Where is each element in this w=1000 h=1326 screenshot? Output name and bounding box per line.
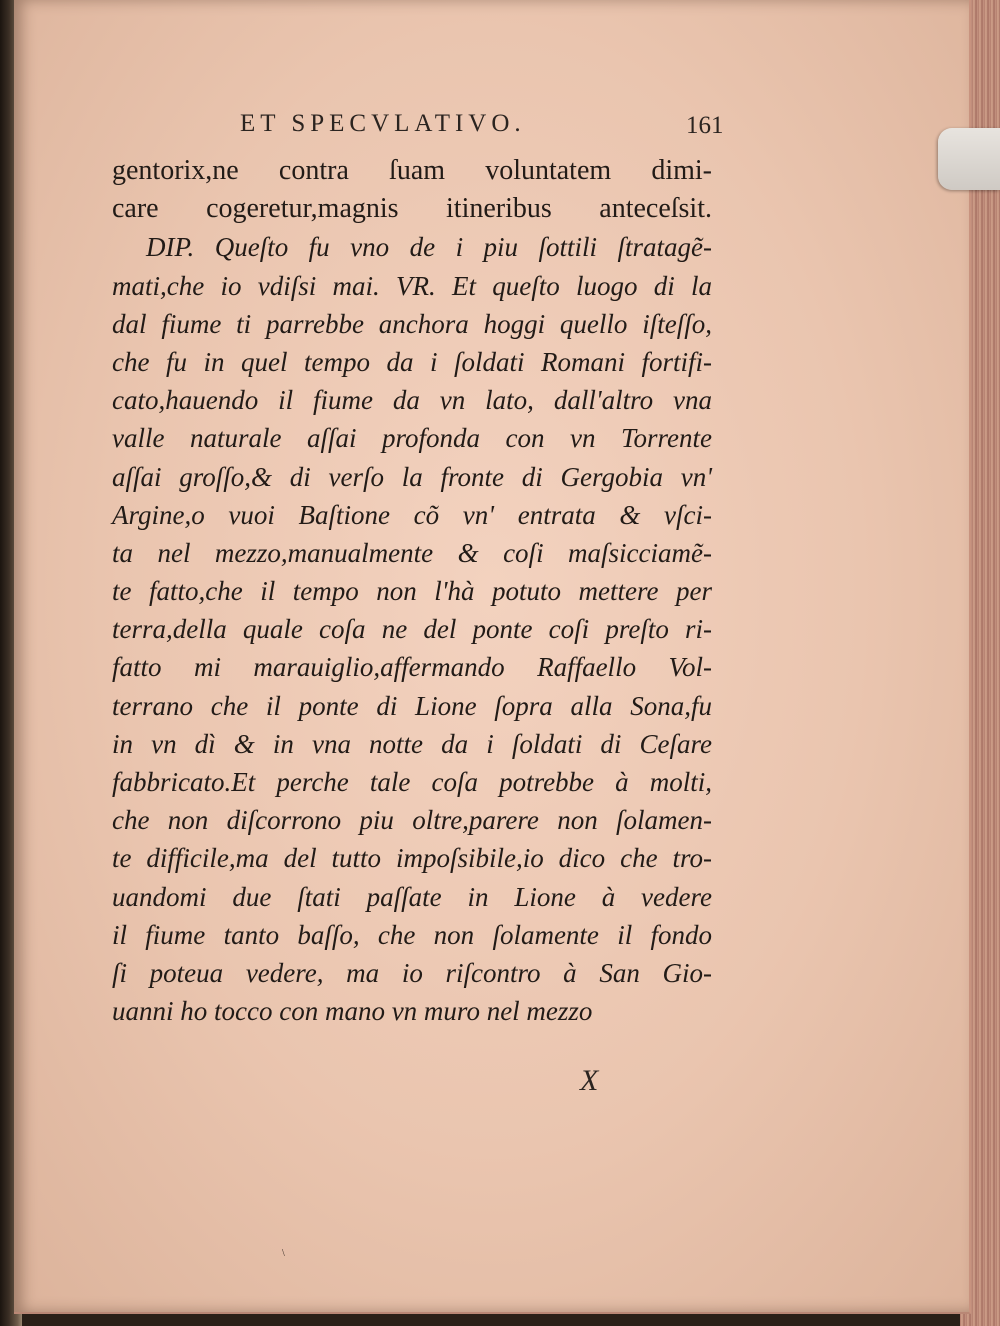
text-line: ſi poteua vedere, ma io riſcontro à San Gio-	[112, 957, 712, 988]
text-line: in vn dì & in vna notte da i ſoldati di Ceſare	[112, 728, 712, 759]
text-block	[112, 152, 712, 1030]
text-line: valle naturale aſſai profonda con vn Torrente	[112, 423, 712, 454]
text-line: te difficile,ma del tutto impoſsibile,io dico che tro-	[112, 843, 712, 874]
text-line: gentorix,ne contra ſuam voluntatem dimi-	[112, 155, 712, 186]
text-line: aſſai groſſo,& di verſo la fronte di Gergobia vn'	[112, 461, 712, 492]
text-line: DIP. Queſto fu vno de i piu ſottili ſtratagẽ-	[146, 232, 712, 263]
text-line: mati,che io vdiſsi mai. VR. Et queſto luogo di la	[112, 270, 712, 301]
text-line: uandomi due ſtati paſſate in Lione à vedere	[112, 881, 712, 912]
running-head: ET SPECVLATIVO.	[240, 110, 526, 137]
text-line: ta nel mezzo,manualmente & coſi maſsicciamẽ-	[112, 537, 712, 568]
text-line: cato,hauendo il fiume da vn lato, dall'altro vna	[112, 385, 712, 416]
text-line: fatto mi marauiglio,affermando Raffaello Vol-	[112, 652, 712, 683]
ink-speck: \	[282, 1248, 285, 1259]
text-line: dal fiume ti parrebbe anchora hoggi quello iſteſſo,	[112, 308, 712, 339]
text-line: terrano che il ponte di Lione ſopra alla Sona,fu	[112, 690, 712, 721]
text-line: te fatto,che il tempo non l'hà potuto mettere per	[112, 576, 712, 607]
page-number: 161	[686, 112, 724, 139]
text-line: che non diſcorrono piu oltre,parere non ſolamen-	[112, 805, 712, 836]
text-line: fabbricato.Et perche tale coſa potrebbe à molti,	[112, 767, 712, 797]
text-line: che fu in quel tempo da i ſoldati Romani fortifi-	[112, 346, 712, 377]
text-line: terra,della quale coſa ne del ponte coſi preſto ri-	[112, 614, 712, 645]
text-line: il fiume tanto baſſo, che non ſolamente il fondo	[112, 919, 712, 950]
text-line: uanni ho tocco con mano vn muro nel mezzo	[112, 996, 593, 1027]
text-line: care cogeretur,magnis itineribus anteceſsit.	[112, 193, 712, 225]
signature-mark: X	[580, 1064, 599, 1097]
page-tab-marker	[938, 128, 1000, 190]
text-line: Argine,o vuoi Baſtione cõ vn' entrata & vſci-	[112, 499, 712, 530]
